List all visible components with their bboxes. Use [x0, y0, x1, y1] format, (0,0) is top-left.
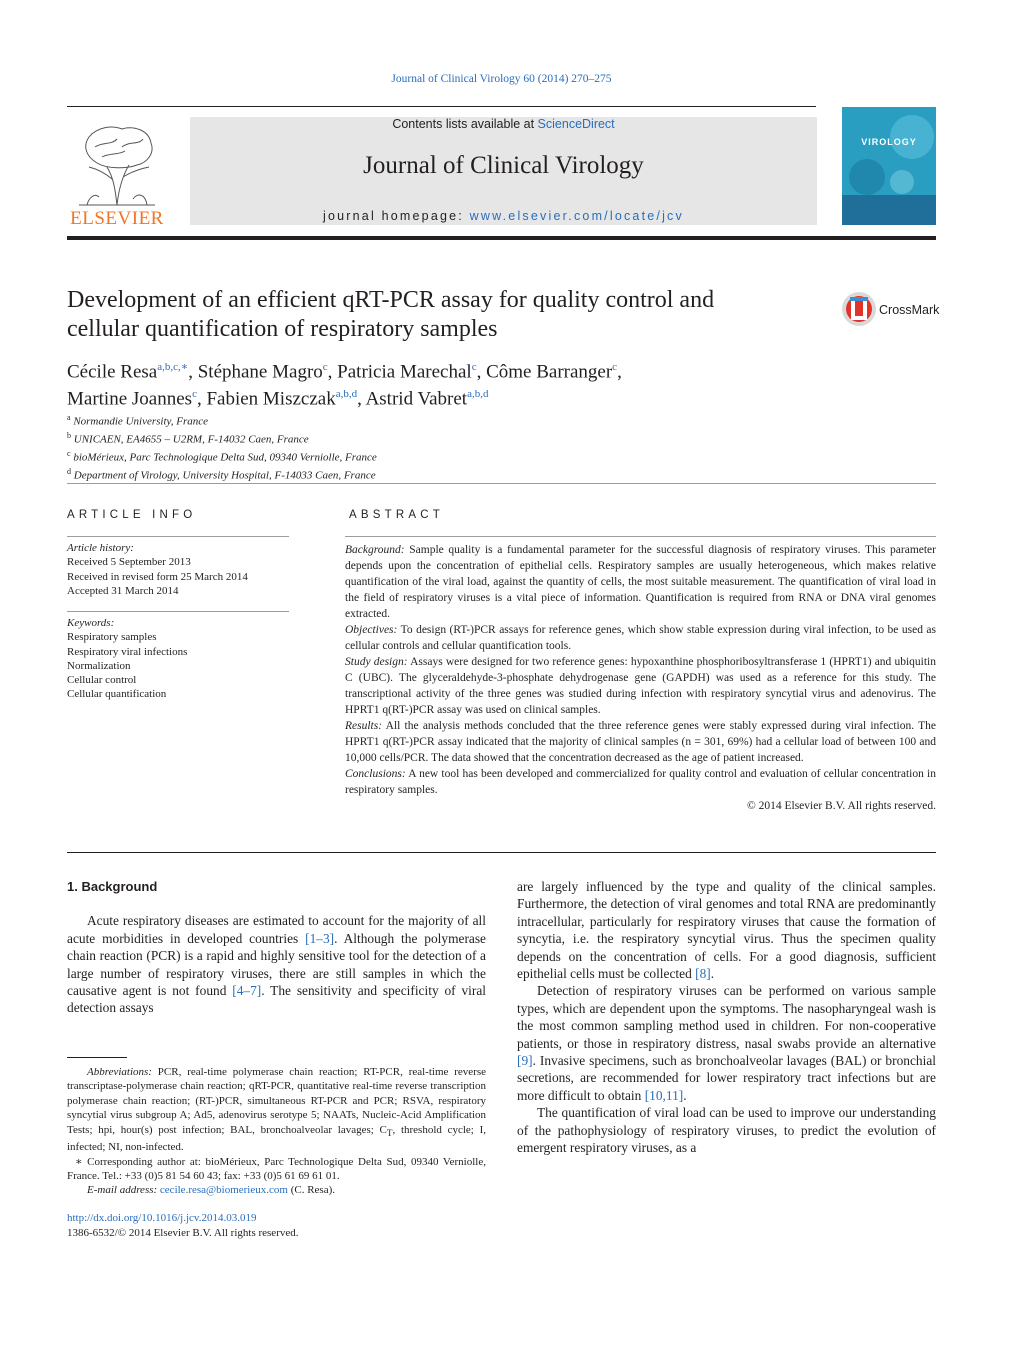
author-separator: , [196, 388, 207, 410]
article-title [67, 286, 807, 344]
author-name[interactable]: Patricia Marechal [337, 361, 472, 383]
issn-copyright: 1386-6532/© 2014 Elsevier B.V. All rights reserved. [67, 1227, 299, 1239]
body-column-right [517, 878, 936, 1157]
abstract-body [345, 542, 936, 814]
contents-prefix: Contents lists available at [392, 117, 538, 131]
abstract-objectives: Objectives: To design (RT-)PCR assays for reference genes, which show stable expression during viral infection, to be used as cellular controls and cellular quantification tools. [345, 624, 936, 652]
body-paragraph: The quantification of viral load can be used to improve our understanding of the pathophysiology of respiratory viruses, to predict the evolution of emergent respiratory viruses, as a [517, 1105, 936, 1156]
homepage-link[interactable]: www.elsevier.com/locate/jcv [469, 209, 684, 223]
reference-link[interactable]: [4–7] [232, 983, 262, 999]
article-info-rule [67, 536, 289, 537]
author-name[interactable]: Fabien Miszczak [206, 388, 336, 410]
author-name[interactable]: Stéphane Magro [197, 361, 323, 383]
affiliation-item: $^c$ bioMérieux, Parc Technologique Delta Sud, 09340 Verniolle, France [67, 448, 377, 464]
author-name[interactable]: Martine Joannes [67, 388, 193, 410]
author-separator: , [357, 388, 366, 410]
reference-link[interactable]: [8] [695, 966, 711, 982]
keyword-item: Respiratory viral infections [67, 645, 188, 658]
abstract-study-design: Study design: Assays were designed for two reference genes: hypoxanthine phosphoribosyltransferase 1 (HPRT1) and ubiquitin C (UBC). The glyceraldehyde-3-phosphate dehydrogenase gene (GAPDH) was used as a reference for this study. The transcriptional activity of the three genes was studied during infection with respiratory syncytial virus and adenovirus. The HPRT1 q(RT-)PCR assay was used on clinical samples. [345, 656, 937, 716]
email-link[interactable]: cecile.resa@biomerieux.com [159, 1184, 288, 1197]
affiliation-rule [67, 483, 936, 484]
keyword-item: Cellular quantification [67, 688, 167, 701]
email-footnote: E-mail address: cecile.resa@biomerieux.com (C. Resa). [87, 1184, 335, 1197]
accepted-date: Accepted 31 March 2014 [67, 584, 179, 597]
abbreviations-footnote: Abbreviations: PCR, real-time polymerase chain reaction; RT-PCR, real-time reverse transcriptase-polymerase chain reaction; qRT-PCR, quantitative real-time reverse transcription polymerase chain reaction; (RT-)PCR, simultaneous RT-PCR and PCR; RSVA, respiratory syncytial virus subgroup A; Ad5, adenovirus serotype 5; NAATs, Nucleic-Acid Amplification Tests; hpi, hour(s) post infection; BAL, bronchoalveolar lavages; $C_T$, threshold cycle; I, infected; NI, non-infected. [67, 1066, 486, 1154]
keyword-item: Respiratory samples [67, 631, 157, 644]
keywords-block [67, 616, 289, 702]
author-separator: , [476, 361, 487, 383]
doi-block [67, 1211, 299, 1241]
author-separator: , [327, 361, 338, 383]
body-column-left [67, 878, 486, 1017]
history-label: Article history: [67, 542, 134, 554]
abstract-rule [345, 536, 936, 537]
author-affiliation-marks[interactable]: a,b,d [467, 388, 489, 401]
author-affiliation-marks[interactable]: a,b,d [335, 388, 358, 401]
abstract-copyright: © 2014 Elsevier B.V. All rights reserved. [747, 800, 936, 812]
affiliation-item: $^a$ Normandie University, France [67, 413, 209, 428]
journal-citation[interactable]: Journal of Clinical Virology 60 (2014) 270–275 [391, 73, 612, 85]
received-date: Received 5 September 2013 [67, 556, 191, 569]
contents-line [190, 117, 817, 131]
abstract-conclusions: Conclusions: A new tool has been developed and commercialized for quality control and evaluation of cellular concentration in respiratory samples. [345, 768, 936, 796]
reference-link[interactable]: [10,11] [644, 1087, 684, 1103]
author-name[interactable]: Côme Barranger [486, 361, 613, 383]
cover-art [842, 107, 936, 225]
author-affiliation-marks[interactable]: c [322, 361, 328, 373]
author-separator: , [188, 361, 198, 383]
abstract-heading: ABSTRACT [349, 509, 444, 521]
affiliation-list [67, 411, 867, 482]
journal-title: Journal of Clinical Virology [363, 152, 644, 179]
reference-link[interactable]: [9] [517, 1053, 533, 1069]
corresponding-author-footnote: ∗ Corresponding author at: bioMérieux, Parc Technologique Delta Sud, 09340 Verniolle, France. Tel.: +33 (0)5 81 54 60 43; fax: +33 (0)5 61 69 61 01. [67, 1155, 486, 1183]
abstract-background: Background: Sample quality is a fundamental parameter for the successful diagnosis of respiratory viruses. This parameter depends upon the concentration of epithelial cells. Respiratory samples are usually heterogeneous, which makes relative quantification of the viral load, against the quantity of cells, the most suitable measurement. The quantification of viral load in the field of respiratory viruses is a vital piece of information. Quantification is required from RNA or DNA viral genomes extracted. [345, 544, 936, 620]
body-paragraph: Acute respiratory diseases are estimated to account for the majority of all acute morbidities in developed countries [1–3]. Although the polymerase chain reaction (PCR) is a rapid and highly sensitive tool for the detection of a large number of respiratory viruses, there are still samples in which the causative agent is not found [4–7]. The sensitivity and specificity of viral detection assays [67, 913, 486, 1016]
journal-cover-image[interactable] [842, 107, 936, 225]
keyword-item: Cellular control [67, 674, 137, 687]
author-affiliation-marks[interactable]: a,b,c,∗ [157, 361, 189, 373]
reference-link[interactable]: [1–3] [305, 930, 335, 946]
article-info-heading: ARTICLE INFO [67, 509, 197, 521]
sciencedirect-link[interactable]: ScienceDirect [537, 117, 615, 131]
revised-date: Received in revised form 25 March 2014 [67, 570, 248, 583]
doi-link[interactable]: http://dx.doi.org/10.1016/j.jcv.2014.03.019 [67, 1212, 257, 1224]
abstract-results: Results: All the analysis methods concluded that the three reference genes were stably expressed during viral infection. The HPRT1 q(RT-)PCR assay indicated that the majority of clinical samples (n = 301, 69%) had a cellular load of between 100 and 10,000 cells/PCR. The data showed that the concentration decreased as the age of patient increased. [345, 720, 936, 764]
abstract-end-rule [67, 852, 936, 853]
keyword-item: Normalization [67, 659, 131, 672]
footnotes [67, 1065, 486, 1198]
crossmark-label[interactable]: CrossMark [879, 303, 940, 317]
body-paragraph: Detection of respiratory viruses can be performed on various sample types, which are dependent upon the symptoms. The nasopharyngeal wash is the most common sampling method used in children. For non-cooperative patients, or those in respiratory distress, nasal swabs provide an alternative [9]. Invasive specimens, such as bronchoalveolar lavages (BAL) or bronchial secretions, are recommended for lower respiratory tract infections but are more difficult to obtain [10,11]. [517, 983, 936, 1103]
affiliation-item: $^d$ Department of Virology, University Hospital, F-14033 Caen, France [67, 466, 376, 482]
footnote-rule [67, 1057, 127, 1058]
author-affiliation-marks[interactable]: c [612, 361, 618, 373]
homepage-prefix: journal homepage: [323, 209, 470, 223]
author-name[interactable]: Astrid Vabret [365, 388, 468, 410]
article-history [67, 541, 289, 598]
title-line-2: cellular quantification of respiratory samples [67, 316, 498, 342]
header-thick-rule [67, 236, 936, 240]
author-affiliation-marks[interactable]: c [192, 388, 197, 401]
section-heading: 1. Background [67, 879, 158, 894]
header-rule [67, 106, 816, 107]
title-line-1: Development of an efficient qRT-PCR assay for quality control and [67, 287, 715, 313]
cover-title: VIROLOGY [861, 137, 917, 147]
elsevier-wordmark: ELSEVIER [70, 208, 164, 229]
keywords-rule [67, 611, 289, 612]
body-paragraph: are largely influenced by the type and quality of the clinical samples. Furthermore, the detection of viral genomes and total RNA are predominantly intracellular, particularly for respiratory viruses that cause the formation of syncytia, i.e. the respiratory syncytial virus. Thus the specimen quality depends on the concentration of cells. For a good diagnosis, sufficient epithelial cells must be collected [8]. [517, 879, 936, 982]
keywords-label: Keywords: [67, 617, 115, 629]
journal-homepage [190, 209, 817, 223]
author-affiliation-marks[interactable]: c [471, 361, 477, 373]
author-list [67, 356, 867, 411]
author-separator: , [617, 361, 622, 383]
author-name[interactable]: Cécile Resa [67, 361, 158, 383]
affiliation-item: $^b$ UNICAEN, EA4655 – U2RM, F-14032 Caen, France [67, 430, 309, 446]
